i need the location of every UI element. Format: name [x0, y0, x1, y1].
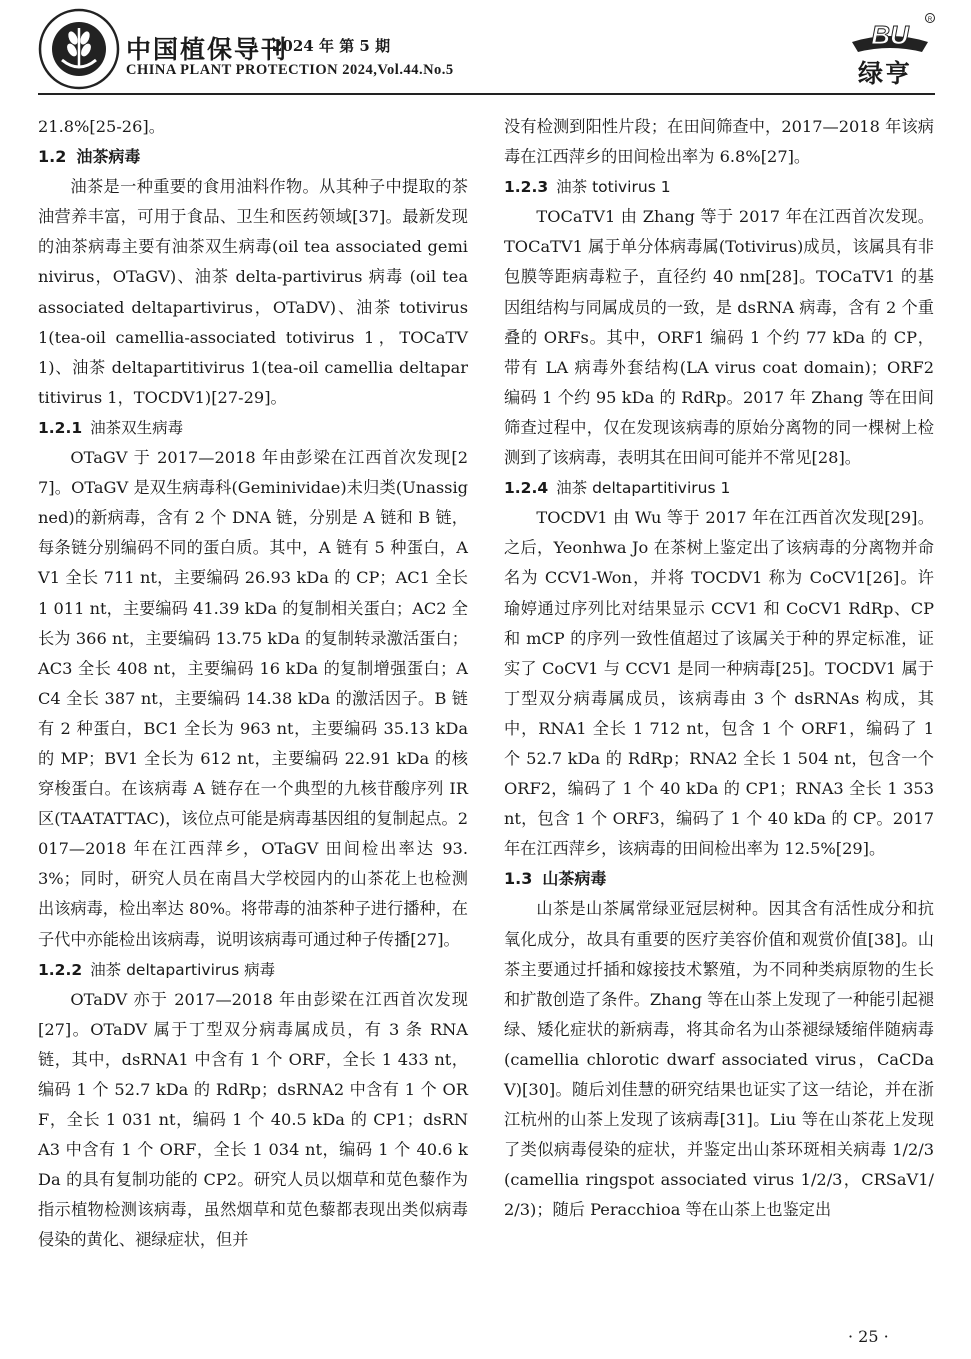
- heading-title: 油茶 deltapartitivirus 1: [556, 479, 731, 498]
- issue-label-cn: 2024 年 第 5 期: [272, 37, 391, 55]
- paragraph: OTaGV 于 2017—2018 年由彭梁在江西首次发现[27]。OTaGV 是双生病毒科(Geminividae)未归类(Unassigned)的新病毒，含有 2 个 DNA 链，分别是 A 链和 B 链，每条链分别编码不同的蛋白质。其中，A 链有 5 种蛋白，AV1 全长 711 nt，主要编码 26.93 kDa 的 CP；AC1 全长 1 011 nt，主要编码 41.39 kDa 的复制相关蛋白；AC2 全长为 366 nt，主要编码 13.75 kDa 的复制转录激活蛋白；AC3 全长 408 nt，主要编码 16 kDa 的复制增强蛋白；AC4 全长 387 nt，主要编码 14.38 kDa 的激活因子。B 链有 2 种蛋白，BC1 全长为 963 nt，主要编码 35.13 kDa 的 MP；BV1 全长为 612 nt，主要编码 22.91 kDa 的核穿梭蛋白。在该病毒 A 链存在一个典型的九核苷酸序列 IR 区(TAATATTAC)，该位点可能是病毒基因组的复制起点。2017—2018 年在江西萍乡，OTaGV 田间检出率达 93.3%；同时，研究人员在南昌大学校园内的山茶花上也检测出该病毒，检出率达 80%。将带毒的油茶种子进行播种，在子代中亦能检出该病毒，说明该病毒可通过种子传播[27]。: [38, 448, 468, 949]
- heading-number: 1.3: [504, 869, 533, 889]
- journal-title-cn: 中国植保导刊: [126, 35, 289, 64]
- paragraph: 没有检测到阳性片段；在田间筛查中，2017—2018 年该病毒在江西萍乡的田间检出率为 6.8%[27]。: [504, 117, 934, 167]
- brand-name-cn: 绿亨: [858, 59, 913, 88]
- paragraph: TOCaTV1 由 Zhang 等于 2017 年在江西首次发现。TOCaTV1 属于单分体病毒属(Totivirus)成员，该属具有非包膜等距病毒粒子，直径约 40 nm[28]。TOCaTV1 的基因组结构与同属成员的一致，是 dsRNA 病毒，含有 2 个重叠的 ORFs。其中，ORF1 编码 1 个约 77 kDa 的 CP，带有 LA 病毒外套结构(LA virus coat domain)；ORF2 编码 1 个约 95 kDa 的 RdRp。2017 年 Zhang 等在田间筛查过程中，仅在发现该病毒的原始分离物的同一棵树上检测到了该病毒，表明其在田间可能并不常见[28]。: [504, 207, 934, 468]
- heading-number: 1.2.2: [38, 960, 83, 979]
- journal-title-en: CHINA PLANT PROTECTION 2024,Vol.44.No.5: [126, 62, 454, 78]
- subsection-heading: [504, 172, 934, 202]
- brand-letters: BU: [871, 20, 909, 50]
- heading-number: 1.2.4: [504, 479, 549, 498]
- page-number: · 25 ·: [848, 1327, 889, 1346]
- heading-number: 1.2.1: [38, 418, 83, 437]
- page-header: [0, 0, 971, 94]
- natesc-emblem-icon: [38, 8, 120, 90]
- heading-title: 油茶病毒: [76, 147, 141, 167]
- paragraph: 油茶是一种重要的食用油料作物。从其种子中提取的茶油营养丰富，可用于食品、卫生和医药领域[37]。最新发现的油茶病毒主要有油茶双生病毒(oil tea associated geminivirus，OTaGV)、油茶 delta-partivirus 病毒 (oil tea associated deltapartivirus，OTaDV)、油茶 totivirus 1(tea-oil camellia-associated totivirus 1，TOCaTV1)、油茶 deltapartitivirus 1(tea-oil camellia deltapartitivirus 1，TOCDV1)[27-29]。: [38, 177, 468, 407]
- svg-text:R: R: [927, 17, 933, 23]
- left-column: [38, 112, 468, 1256]
- right-column: [504, 112, 934, 1225]
- paragraph: OTaDV 亦于 2017—2018 年由彭梁在江西首次发现[27]。OTaDV 属于丁型双分病毒属成员，有 3 条 RNA 链，其中，dsRNA1 中含有 1 个 ORF，全长 1 433 nt，编码 1 个 52.7 kDa 的 RdRp；dsRNA2 中含有 1 个 ORF，全长 1 031 nt，编码 1 个 40.5 kDa 的 CP1；dsRNA3 中含有 1 个 ORF，全长 1 034 nt，编码 1 个 40.6 kDa 的具有复制功能的 CP2。研究人员以烟草和苋色藜作为指示植物检测该病毒，虽然烟草和苋色藜都表现出类似病毒侵染的黄化、褪绿症状，但并: [38, 989, 468, 1250]
- heading-title: 油茶 deltapartivirus 病毒: [90, 960, 276, 979]
- subsection-heading: [38, 413, 468, 443]
- subsection-heading: [504, 473, 934, 503]
- heading-number: 1.2: [38, 147, 67, 167]
- paragraph: TOCDV1 由 Wu 等于 2017 年在江西首次发现[29]。之后，Yeonhwa Jo 在茶树上鉴定出了该病毒的分离物并命名为 CCV1-Won，并将 TOCDV1 称为 CoCV1[26]。许瑜婷通过序列比对结果显示 CCV1 和 CoCV1 RdRp、CP 和 mCP 的序列一致性值超过了该属关于种的界定标准，证实了 CoCV1 与 CCV1 是同一种病毒[25]。TOCDV1 属于丁型双分病毒属成员，该病毒由 3 个 dsRNAs 构成，其中，RNA1 全长 1 712 nt，包含 1 个 ORF1，编码了 1 个 52.7 kDa 的 RdRp；RNA2 全长 1 504 nt，包含一个 ORF2，编码了 1 个 40 kDa 的 CP1；RNA3 全长 1 353 nt，包含 1 个 ORF3，编码了 1 个 40 kDa 的 CP。2017 年在江西萍乡，该病毒的田间检出率为 12.5%[29]。: [504, 508, 934, 859]
- header-divider: [38, 93, 935, 95]
- heading-title: 山茶病毒: [542, 869, 607, 889]
- paragraph: 山茶是山茶属常绿亚冠层树种。因其含有活性成分和抗氧化成分，故具有重要的医疗美容价值和观赏价值[38]。山茶主要通过扦插和嫁接技术繁殖，为不同种类病原物的生长和扩散创造了条件。Zhang 等在山茶上发现了一种能引起褪绿、矮化症状的新病毒，将其命名为山茶褪绿矮缩伴随病毒(camellia chlorotic dwarf associated virus，CaCDaV)[30]。随后刘佳慧的研究结果也证实了这一结论，并在浙江杭州的山茶上发现了该病毒[31]。Liu 等在山茶花上发现了类似病毒侵染的症状，并鉴定出山茶环斑相关病毒 1/2/3 (camellia ringspot associated virus 1/2/3，CRSaV1/2/3)；随后 Peracchioa 等在山茶上也鉴定出: [504, 899, 934, 1220]
- section-heading: [504, 864, 934, 894]
- heading-title: 油茶 totivirus 1: [556, 178, 671, 197]
- heading-title: 油茶双生病毒: [90, 418, 184, 437]
- paragraph: 21.8%[25-26]。: [38, 117, 165, 136]
- heading-number: 1.2.3: [504, 178, 549, 197]
- section-heading: [38, 142, 468, 172]
- subsection-heading: [38, 955, 468, 985]
